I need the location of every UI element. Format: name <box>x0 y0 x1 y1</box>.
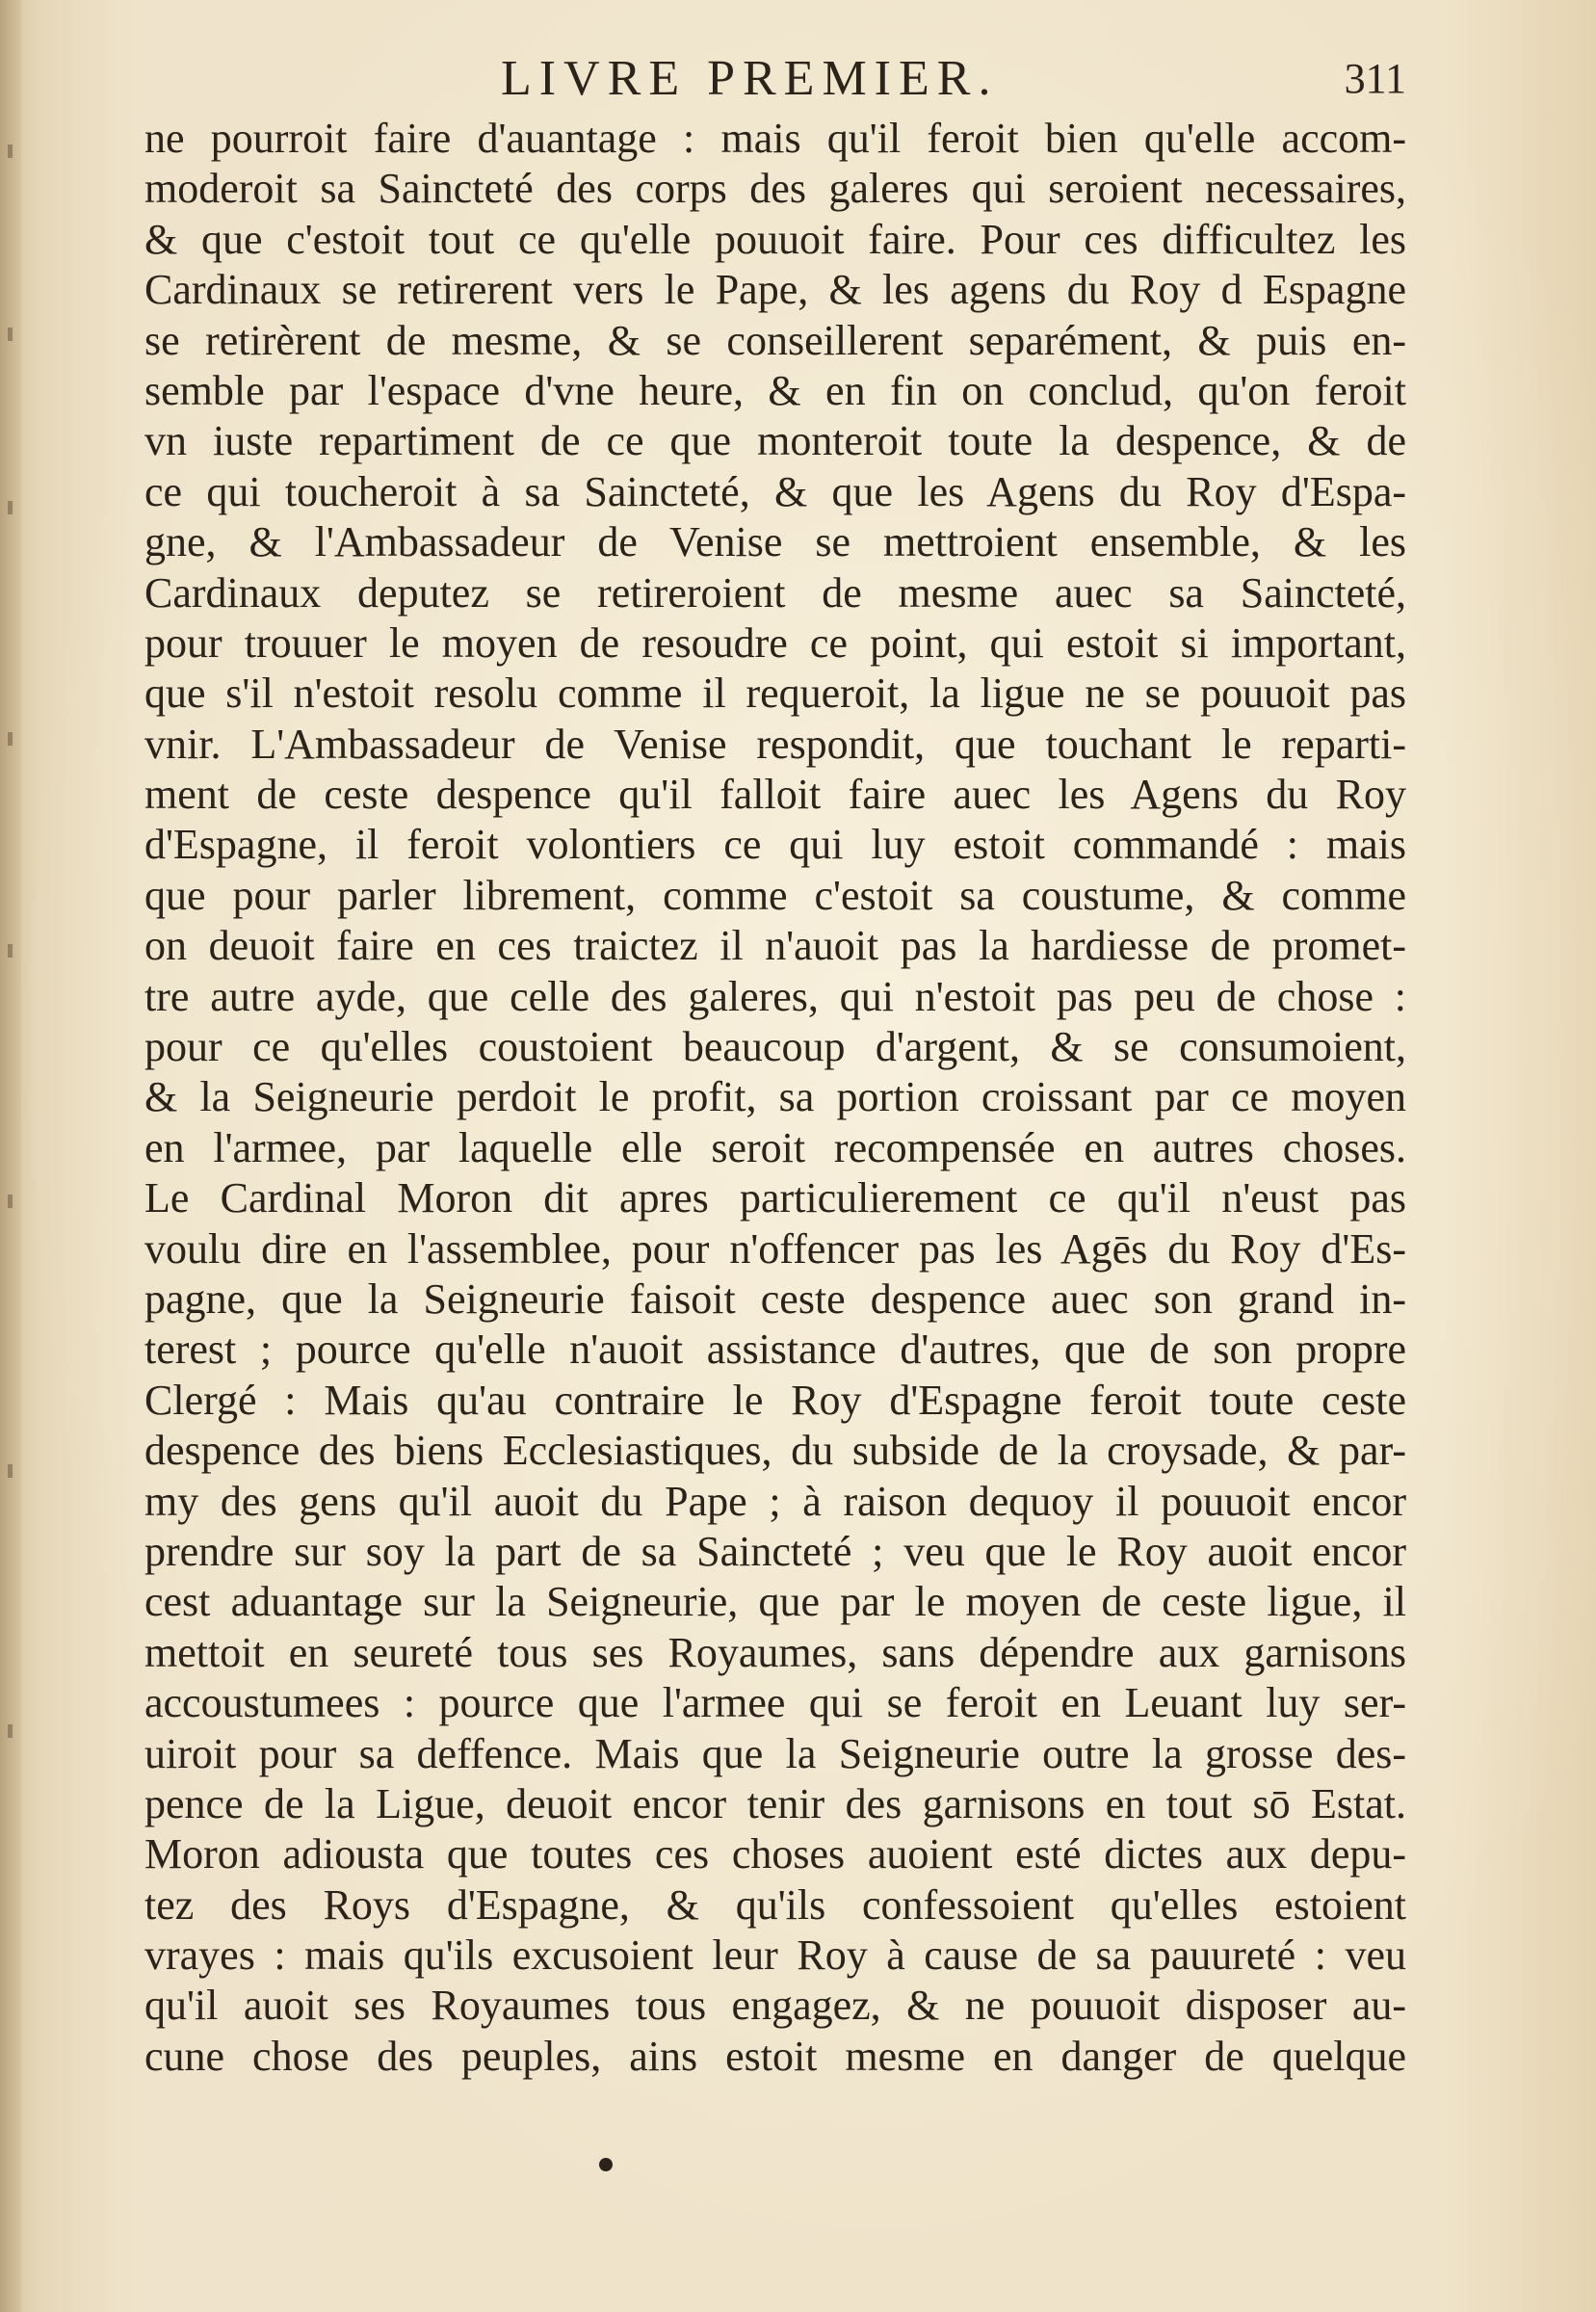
text-line: ne pourroit faire d'auantage : mais qu'il feroit bien qu'elle accom- <box>144 115 1406 162</box>
text-line: semble par l'espace d'vne heure, & en fin on conclud, qu'on feroit <box>144 366 1406 414</box>
text-line: uiroit pour sa deffence. Mais que la Seigneurie outre la grosse des- <box>144 1729 1406 1777</box>
edge-mark <box>8 732 13 746</box>
text-line: tez des Roys d'Espagne, & qu'ils confessoient qu'elles estoient <box>144 1880 1406 1929</box>
text-line: tre autre ayde, que celle des galeres, qui n'estoit pas peu de chose : <box>144 972 1406 1020</box>
page-number: 311 <box>1344 55 1406 102</box>
text-line: d'Espagne, il feroit volontiers ce qui luy estoit commandé : mais <box>144 821 1406 869</box>
body-text <box>144 114 1406 2082</box>
edge-mark <box>8 1464 13 1478</box>
edge-mark <box>8 944 13 958</box>
ink-dot <box>599 2158 613 2171</box>
edge-mark <box>8 328 13 341</box>
text-line: Clergé : Mais qu'au contraire le Roy d'Espagne feroit toute ceste <box>144 1376 1406 1424</box>
text-line: my des gens qu'il auoit du Pape ; à raison dequoy il pouuoit encor <box>144 1477 1406 1525</box>
edge-mark <box>8 144 13 158</box>
text-line: voulu dire en l'assemblee, pour n'offencer pas les Agēs du Roy d'Es- <box>144 1224 1406 1273</box>
text-line: qu'il auoit ses Royaumes tous engagez, & ne pouuoit disposer au- <box>144 1982 1406 2030</box>
text-line: Moron adiousta que toutes ces choses auoient esté dictes aux depu- <box>144 1830 1406 1878</box>
text-line: & que c'estoit tout ce qu'elle pouuoit faire. Pour ces difficultez les <box>144 215 1406 263</box>
text-line: vnir. L'Ambassadeur de Venise respondit, que touchant le reparti- <box>144 720 1406 768</box>
text-line: mettoit en seureté tous ses Royaumes, sans dépendre aux garnisons <box>144 1628 1406 1676</box>
text-line: que pour parler librement, comme c'estoit sa coustume, & comme <box>144 871 1406 919</box>
text-line: Le Cardinal Moron dit apres particulierement ce qu'il n'eust pas <box>144 1174 1406 1222</box>
text-line: vn iuste repartiment de ce que monteroit toute la despence, & de <box>144 417 1406 465</box>
text-line: & la Seigneurie perdoit le profit, sa portion croissant par ce moyen <box>144 1073 1406 1121</box>
text-line: Cardinaux se retirerent vers le Pape, & les agens du Roy d Espagne <box>144 266 1406 314</box>
text-line: Cardinaux deputez se retireroient de mesme auec sa Saincteté, <box>144 568 1406 617</box>
page-gutter <box>0 0 21 2312</box>
text-line: ment de ceste despence qu'il falloit faire auec les Agens du Roy <box>144 771 1406 819</box>
page-header <box>144 46 1406 114</box>
text-line: que s'il n'estoit resolu comme il requeroit, la ligue ne se pouuoit pas <box>144 670 1406 718</box>
text-line: gne, & l'Ambassadeur de Venise se mettroient ensemble, & les <box>144 518 1406 566</box>
text-line: se retirèrent de mesme, & se conseillerent separément, & puis en- <box>144 316 1406 364</box>
text-line: cest aduantage sur la Seigneurie, que par le moyen de ceste ligue, il <box>144 1578 1406 1626</box>
running-title: LIVRE PREMIER. <box>501 51 999 106</box>
text-line: pour ce qu'elles coustoient beaucoup d'argent, & se consumoient, <box>144 1023 1406 1071</box>
text-line: accoustumees : pource que l'armee qui se feroit en Leuant luy ser- <box>144 1679 1406 1727</box>
edge-mark <box>8 501 13 514</box>
text-line: cune chose des peuples, ains estoit mesme en danger de quelque <box>144 2032 1406 2080</box>
edge-mark <box>8 1195 13 1208</box>
text-line: terest ; pource qu'elle n'auoit assistance d'autres, que de son propre <box>144 1326 1406 1374</box>
text-line: pour trouuer le moyen de resoudre ce point, qui estoit si important, <box>144 618 1406 667</box>
edge-mark <box>8 1724 13 1738</box>
text-line: pence de la Ligue, deuoit encor tenir des garnisons en tout sō Estat. <box>144 1779 1406 1827</box>
text-line: vrayes : mais qu'ils excusoient leur Roy à cause de sa pauureté : veu <box>144 1931 1406 1980</box>
text-line: pagne, que la Seigneurie faisoit ceste despence auec son grand in- <box>144 1274 1406 1323</box>
text-line: despence des biens Ecclesiastiques, du subside de la croysade, & par- <box>144 1427 1406 1475</box>
text-line: en l'armee, par laquelle elle seroit recompensée en autres choses. <box>144 1123 1406 1171</box>
text-line: ce qui toucheroit à sa Saincteté, & que les Agens du Roy d'Espa- <box>144 467 1406 515</box>
text-line: moderoit sa Saincteté des corps des galeres qui seroient necessaires, <box>144 165 1406 213</box>
text-line: prendre sur soy la part de sa Saincteté ; veu que le Roy auoit encor <box>144 1527 1406 1575</box>
text-line: on deuoit faire en ces traictez il n'auoit pas la hardiesse de promet- <box>144 922 1406 970</box>
